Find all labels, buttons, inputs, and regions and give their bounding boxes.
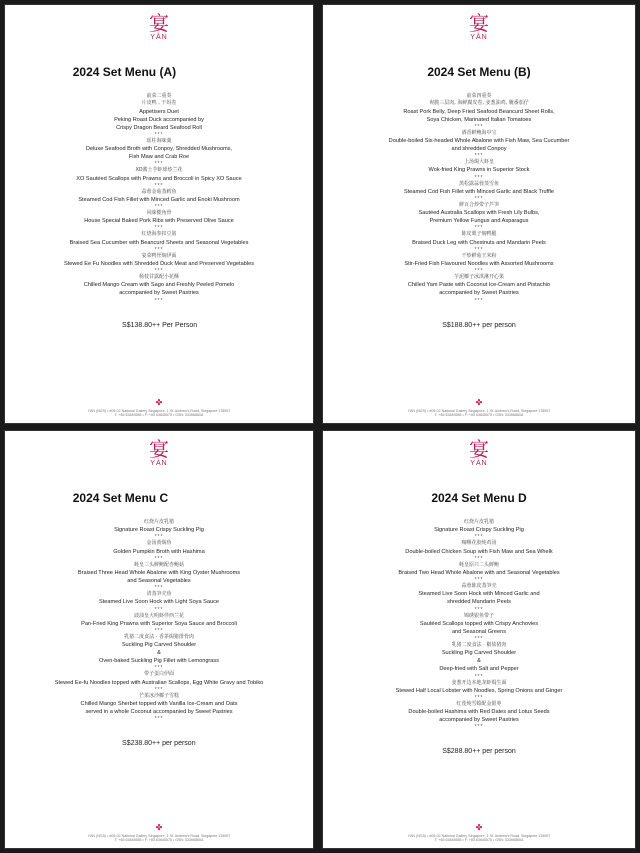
course-name-chinese: 蒜蓉陈皮蒸笋壳: [461, 583, 497, 590]
course-separator: ***: [154, 268, 164, 275]
course-name-english: XO Sautéed Scallops with Prawns and Broccoli in Spicy XO Sauce: [76, 175, 242, 182]
footer-address: YÀN (NGS) • #05-02 National Gallery Singapore, 1 St. Andrew's Road, Singapore 178957: [87, 834, 231, 838]
course-list: [323, 519, 635, 730]
course-item: [323, 583, 635, 612]
course-item: [5, 93, 313, 138]
course-separator: ***: [154, 534, 164, 541]
course-item: [5, 671, 313, 692]
course-name-english: Braised Two Head Whole Abalone with and Seasonal Vegetables: [398, 569, 560, 576]
menu-title: 2024 Set Menu D: [431, 491, 527, 505]
page-footer: [5, 823, 313, 842]
page-footer: [323, 823, 635, 842]
course-separator: ***: [154, 182, 164, 189]
course-separator: ***: [474, 195, 484, 202]
brand-logo: [5, 439, 313, 467]
page-footer: [323, 398, 635, 417]
footer-contact: T: +65 63845585 • F: +65 63845575 • GSN: 53366860A: [114, 838, 204, 842]
course-separator: ***: [154, 131, 164, 138]
course-name-chinese: 蒜蓉金菇蒸鳕鱼: [141, 188, 177, 195]
course-item: [323, 253, 635, 274]
course-item: [5, 634, 313, 672]
course-separator: ***: [474, 153, 484, 160]
course-name-chinese: 鲜百合炒带子芦笋: [458, 201, 499, 208]
footer-contact: T: +65 63845585 • F: +65 63845575 • GSN: 53366860A: [434, 838, 524, 842]
course-separator: ***: [154, 606, 164, 613]
course-item: [5, 210, 313, 231]
course-name-chinese: 清蒸笋壳鱼: [146, 591, 172, 598]
brand-logo: [323, 13, 635, 41]
course-name-chinese: 乳猪二度食法 · 椒盐猪肉: [451, 642, 507, 649]
course-name-english: Chilled Mango Cream with Sago and Freshly Peeled Pomelo accompanied by Sweet Pastries: [83, 282, 235, 297]
course-item: [5, 540, 313, 561]
course-name-chinese: 锦绣银鱼带子: [463, 612, 494, 619]
course-item: [5, 693, 313, 722]
course-separator: ***: [474, 673, 484, 680]
course-name-english: Appetisers Duet Peking Roast Duck accompanied by Crispy Dragon Beard Seafood Roll: [114, 108, 204, 131]
course-name-english: Double-boiled Chicken Soup with Fish Maw and Sea Whelk: [405, 548, 553, 555]
menu-price: S$288.80++ per person: [442, 748, 516, 756]
course-name-english: Braised Three Head Whole Abalone with King Oyster Mushrooms and Seasonal Vegetables: [77, 569, 241, 585]
course-item: [323, 680, 635, 701]
course-name-english: Chilled Mango Sherbet topped with Vanilla Ice-Cream and Oats served in a whole Coconut accompanied by Sweet Pastries: [80, 701, 238, 716]
course-name-english: Roast Pork Belly, Deep Fried Seafood Beancurd Sheet Rolls, Soya Chicken, Marinated Italian Tomatoes: [403, 108, 555, 123]
course-name-chinese: 芒果冰沙椰子雪糕: [138, 692, 179, 699]
logo-glyph: 宴: [149, 11, 169, 35]
course-name-chinese: 风味榄角骨: [146, 210, 172, 217]
brand-logo: [5, 13, 313, 41]
course-separator: ***: [474, 268, 484, 275]
course-name-chinese: 芋泥椰子冰淇淋开心果: [453, 274, 504, 281]
course-name-english: Stir-Fried Fish Flavoured Noodles with Assorted Mushrooms: [404, 260, 554, 267]
course-name-chinese: 宴菜鸭丝焖伊面: [141, 252, 177, 259]
logo-glyph: 宴: [149, 437, 169, 461]
menu-price: S$188.80++ per person: [442, 321, 516, 329]
course-item: [323, 231, 635, 252]
course-name-chinese: 乳猪二度食法 · 香茅焗猪排骨肉: [124, 633, 194, 640]
brand-logo: [323, 439, 635, 467]
course-name-chinese: 豉油皇大明虾伴西兰花: [133, 612, 184, 619]
footer-contact: T: +65 63845585 • F: +65 63845575 • GSN: 53366860A: [434, 413, 524, 417]
course-name-english: Golden Pumpkin Broth with Hashima: [113, 548, 205, 555]
course-name-english: Steamed Live Soon Hock with Minced Garlic and shredded Mandarin Peels: [418, 591, 540, 606]
course-item: [323, 701, 635, 730]
course-item: [323, 642, 635, 680]
menu-page-c: [4, 430, 314, 849]
logo-glyph: 宴: [469, 437, 489, 461]
course-item: [323, 519, 635, 540]
course-separator: ***: [154, 246, 164, 253]
course-name-chinese: 咖喱花胶炖鸡汤: [461, 540, 497, 547]
course-item: [5, 231, 313, 252]
course-item: [323, 562, 635, 583]
course-name-english: Signature Roast Crispy Suckling Pig: [114, 527, 204, 534]
menu-title: 2024 Set Menu (B): [427, 65, 531, 79]
course-separator: ***: [474, 534, 484, 541]
course-name-chinese: 陈皮栗子焖鸭腿: [461, 231, 497, 238]
course-name-chinese: 蚝皇原只二头鲜鲍: [458, 561, 499, 568]
course-item: [5, 562, 313, 591]
logo-glyph: 宴: [469, 11, 489, 35]
course-name-english: Chilled Yam Paste with Coconut Ice-Cream and Pistachio accompanied by Sweet Pastries: [407, 282, 551, 297]
course-item: [323, 613, 635, 642]
course-item: [323, 159, 635, 180]
course-separator: ***: [474, 694, 484, 701]
course-item: [5, 274, 313, 303]
course-item: [323, 93, 635, 130]
course-name-english: Stewed Ee-fu Noodles topped with Australian Scallops, Egg White Gravy and Tobiko: [54, 679, 264, 686]
course-separator: ***: [154, 585, 164, 592]
course-separator: ***: [474, 636, 484, 643]
course-name-chinese: 黑松露蒜蓉蒸雪鱼: [458, 180, 499, 187]
course-item: [5, 591, 313, 612]
course-separator: ***: [154, 627, 164, 634]
footer-address: YÀN (NGS) • #05-02 National Gallery Singapore, 1 St. Andrew's Road, Singapore 178957: [407, 409, 551, 413]
course-separator: ***: [474, 225, 484, 232]
course-separator: ***: [154, 204, 164, 211]
course-item: [5, 613, 313, 634]
course-name-english: House Special Baked Pork Ribs with Preserved Olive Sauce: [84, 218, 234, 225]
course-name-chinese: 杨枝甘露配小花酥: [138, 274, 179, 281]
course-name-chinese: 姜葱开边本地龙虾焗生面: [451, 679, 507, 686]
course-separator: ***: [474, 577, 484, 584]
course-name-chinese: 蚝皇三头鲜鲍配杏鲍菇: [133, 561, 184, 568]
footer-contact: T: +65 63845585 • F: +65 63845575 • GSN: 53366860A: [114, 413, 204, 417]
course-separator: ***: [154, 716, 164, 723]
footer-ornament-icon: ✤: [475, 398, 483, 407]
course-separator: ***: [474, 123, 484, 130]
course-separator: ***: [474, 246, 484, 253]
course-name-chinese: 瑶柱海味羹: [146, 137, 172, 144]
footer-ornament-icon: ✤: [155, 823, 163, 832]
course-item: [323, 274, 635, 303]
course-name-english: Stewed Ee Fu Noodles with Shredded Duck Meat and Preserved Vegetables: [64, 260, 254, 267]
course-name-chinese: 上汤焗大虾皇: [463, 159, 494, 166]
course-separator: ***: [474, 297, 484, 304]
course-name-english: Pan-Fried King Prawns with Superior Soya Sauce and Broccoli: [81, 620, 237, 627]
footer-ornament-icon: ✤: [155, 398, 163, 407]
course-separator: ***: [474, 724, 484, 731]
course-name-chinese: XO酱土芋虾球炒兰花: [135, 167, 183, 174]
menu-title: 2024 Set Menu C: [72, 491, 169, 505]
course-name-english: Deluxe Seafood Broth with Conpoy, Shredded Mushrooms, Fish Maw and Crab Roe: [85, 146, 233, 161]
course-item: [323, 540, 635, 561]
course-list: [323, 93, 635, 304]
course-separator: ***: [154, 665, 164, 672]
footer-ornament-icon: ✤: [475, 823, 483, 832]
course-separator: ***: [154, 555, 164, 562]
course-name-chinese: 干炒鲜菇王米粉: [461, 252, 497, 259]
course-item: [5, 167, 313, 188]
menu-title: 2024 Set Menu (A): [72, 65, 177, 79]
course-name-english: Braised Sea Cucumber with Beancurd Sheets and Seasonal Vegetables: [69, 239, 249, 246]
logo-word: YÀN: [470, 460, 488, 467]
course-name-english: Stewed Half Local Lobster with Noodles, Spring Onions and Ginger: [395, 687, 563, 694]
course-separator: ***: [474, 174, 484, 181]
course-name-english: Suckling Pig Carved Shoulder & Oven-baked Suckling Pig Fillet with Lemongrass: [98, 642, 219, 665]
menu-page-b: [322, 4, 636, 424]
course-name-english: Signature Roast Crispy Suckling Pig: [434, 527, 524, 534]
course-separator: ***: [154, 686, 164, 693]
course-name-english: Wok-fried King Prawns in Superior Stock: [428, 167, 530, 174]
course-name-english: Double-boiled Six-headed Whole Abalone with Fish Maw, Sea Cucumber and shredded Conpoy: [388, 137, 570, 153]
course-separator: ***: [474, 606, 484, 613]
course-item: [5, 519, 313, 540]
course-separator: ***: [154, 225, 164, 232]
menu-page-d: [322, 430, 636, 849]
course-name-english: Braised Duck Leg with Chestnuts and Mandarin Peels: [412, 239, 546, 246]
course-name-chinese: 金汤黄焖鱼: [146, 540, 172, 547]
footer-address: YÀN (NGS) • #05-02 National Gallery Singapore, 1 St. Andrew's Road, Singapore 178957: [407, 834, 551, 838]
course-name-chinese: 酒香鲜鲍海中宝: [461, 129, 497, 136]
course-separator: ***: [154, 297, 164, 304]
course-list: [5, 93, 313, 304]
course-name-chinese: 红烧片皮乳猪: [463, 519, 494, 525]
course-name-english: Double-boiled Hashima with Red Dates and Lotus Seeds accompanied by Sweet Pastries: [408, 709, 550, 724]
footer-address: YÀN (NGS) • #05-02 National Gallery Singapore, 1 St. Andrew's Road, Singapore 178957: [87, 409, 231, 413]
logo-word: YÀN: [150, 460, 168, 467]
page-footer: [5, 398, 313, 417]
course-list: [5, 519, 313, 722]
course-item: [323, 130, 635, 159]
course-separator: ***: [154, 161, 164, 168]
course-name-chinese: 带子蛋白伊面: [143, 671, 174, 678]
course-item: [323, 181, 635, 202]
course-item: [5, 138, 313, 167]
course-separator: ***: [474, 555, 484, 562]
course-name-chinese: 红莲炖雪蛤配金银枣: [456, 700, 502, 707]
menu-page-a: [4, 4, 314, 424]
course-name-english: Sautéed Australia Scallops with Fresh Lily Bulbs, Premium Yellow Fungus and Asparagus: [418, 210, 540, 225]
course-name-english: Steamed Cod Fish Fillet with Minced Garlic and Enoki Mushroom: [78, 196, 240, 203]
course-name-chinese: 前菜四重奏 爽脆三层肉, 海鲜腐皮卷, 姜葱油鸡, 腌番茄仔: [429, 93, 529, 107]
course-name-english: Steamed Live Soon Hock with Light Soya Sauce: [98, 599, 220, 606]
course-item: [323, 202, 635, 231]
course-name-english: Sautéed Scallops topped with Crispy Anchovies and Seasonal Greens: [419, 620, 539, 635]
course-item: [5, 189, 313, 210]
course-name-english: Steamed Cod Fish Fillet with Minced Garlic and Black Truffle: [403, 188, 555, 195]
logo-word: YÀN: [150, 34, 168, 41]
course-name-chinese: 红烧海参扣豆筋: [141, 231, 177, 238]
menu-price: S$238.80++ per person: [122, 740, 196, 748]
logo-word: YÀN: [470, 34, 488, 41]
course-item: [5, 253, 313, 274]
menu-price: S$138.80++ Per Person: [122, 321, 198, 329]
course-name-chinese: 前菜二重奏 片皮鸭 , 干妈卷: [141, 93, 177, 107]
course-name-english: Suckling Pig Carved Shoulder & Deep-fried with Salt and Pepper: [439, 650, 519, 673]
course-name-chinese: 红烧片皮乳猪: [143, 519, 174, 525]
